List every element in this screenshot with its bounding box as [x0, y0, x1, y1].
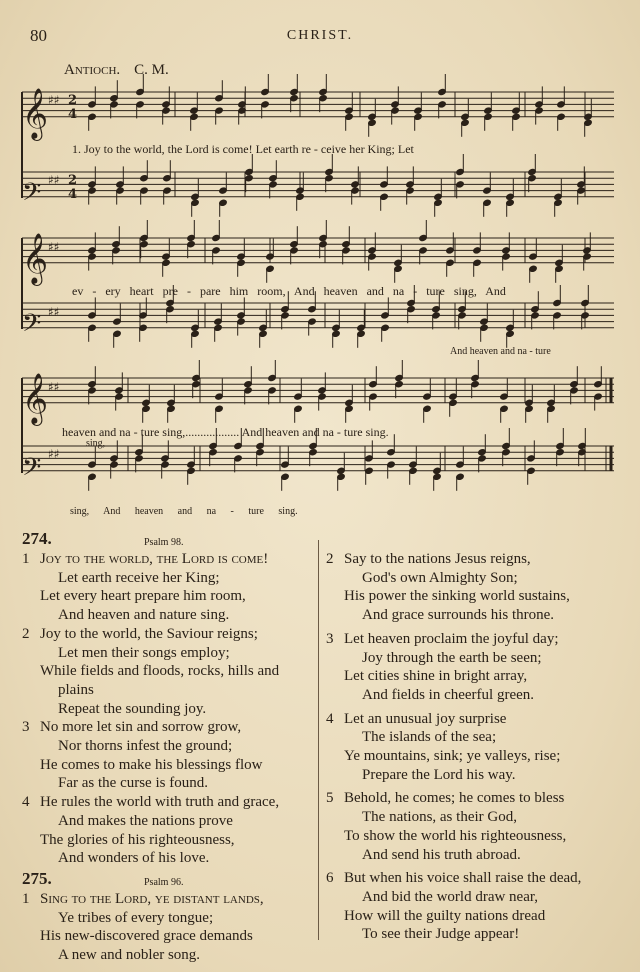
verse-line: Joy through the earth be seen;	[362, 649, 542, 666]
page-number: 80	[30, 26, 47, 45]
verse	[326, 789, 626, 864]
verse-line: Prepare the Lord his way.	[362, 766, 516, 783]
verse-line: Ye tribes of every tongue;	[58, 909, 214, 926]
treble-clef-icon: 𝄞	[22, 233, 49, 284]
verse-line: And fields in cheerful green.	[362, 686, 535, 703]
lyric-system-3-sing: sing,	[86, 438, 106, 449]
lyric-system-2: ev - ery heart pre - pare him room, And heaven and na - ture sing, And	[72, 284, 506, 298]
verse-line: Let heaven proclaim the joyful day;	[344, 630, 559, 647]
verse	[22, 890, 318, 965]
key-signature: ♯♯	[48, 240, 60, 254]
verse-number: 2	[326, 551, 334, 567]
lyric-system-3-lower: sing, And heaven and na - ture sing.	[70, 506, 298, 517]
verse	[326, 550, 626, 625]
tune-meter: C. M.	[134, 62, 169, 78]
hymn-heading	[22, 530, 318, 550]
verse-line: Let earth receive her King;	[58, 569, 220, 586]
key-signature: ♯♯	[48, 305, 60, 319]
verse-number: 6	[326, 870, 334, 887]
bass-clef-icon: 𝄢	[22, 178, 42, 213]
key-signature: ♯♯	[48, 447, 60, 461]
verse-line: And heaven and nature sing.	[58, 607, 230, 624]
verse-line: To show the world his righteousness,	[344, 827, 567, 844]
verse-line: And grace surrounds his throne.	[362, 607, 555, 624]
verse	[326, 630, 626, 705]
verse-line: The nations, as their God,	[362, 809, 517, 826]
verse-line: Joy to the world, the Lord is come!	[40, 551, 269, 567]
lyric-system-1: 1. Joy to the world, the Lord is come! Let earth re - ceive her King; Let	[72, 142, 414, 156]
hymn-number: 274.	[22, 529, 52, 548]
verse-number: 4	[326, 710, 334, 727]
hymn-heading	[22, 870, 318, 890]
verse	[22, 625, 318, 719]
verse-line: He rules the world with truth and grace,	[40, 794, 280, 811]
verse-line: While fields and floods, rocks, hills and	[40, 663, 280, 680]
time-signature: 2	[68, 173, 78, 188]
verse-line: No more let sin and sorrow grow,	[40, 719, 242, 736]
verse	[326, 869, 626, 944]
verse-line: And bid the world draw near,	[362, 888, 539, 905]
verse-line: Repeat the sounding joy.	[58, 700, 207, 717]
bass-clef-icon: 𝄢	[22, 309, 42, 344]
verse-line: Let every heart prepare him room,	[40, 588, 246, 605]
key-signature: ♯♯	[48, 93, 60, 107]
key-signature: ♯♯	[48, 380, 60, 394]
verse-line: Let an unusual joy surprise	[344, 710, 507, 727]
verse	[22, 793, 318, 868]
verse-line: His new-discovered grace demands	[40, 928, 253, 945]
verse-line: Let men their songs employ;	[58, 644, 230, 661]
verse	[22, 550, 318, 625]
verse-line: Far as the curse is found.	[58, 775, 208, 792]
verse-line: plains	[58, 681, 94, 698]
verse-line: The glories of his righteousness,	[40, 831, 235, 848]
column-divider	[318, 540, 319, 940]
verse	[326, 710, 626, 785]
verse-line: Joy to the world, the Saviour reigns;	[40, 625, 258, 642]
verse-line: Behold, he comes; he comes to bless	[344, 790, 565, 807]
verse-line: And send his truth abroad.	[362, 846, 521, 863]
time-signature: 2	[68, 93, 78, 108]
verse-line: God's own Almighty Son;	[362, 569, 518, 586]
verse-line: But when his voice shall raise the dead,	[344, 870, 582, 887]
verse-number: 1	[22, 890, 30, 907]
tune-name: Antioch.	[64, 62, 121, 78]
treble-clef-icon: 𝄞	[22, 88, 49, 139]
verse-line: Say to the nations Jesus reigns,	[344, 551, 531, 567]
verse-line: His power the sinking world sustains,	[344, 588, 570, 605]
verse-number: 3	[22, 719, 30, 736]
verse-number: 5	[326, 790, 334, 807]
verse-line: A new and nobler song.	[58, 947, 201, 964]
verse-number: 4	[22, 794, 30, 811]
verse-line: The islands of the sea;	[362, 729, 497, 746]
treble-clef-icon: 𝄞	[22, 373, 49, 424]
hymn-number: 275.	[22, 868, 52, 888]
time-signature: 4	[68, 107, 78, 122]
verse-line: And wonders of his love.	[58, 850, 210, 867]
verse-line: Nor thorns infest the ground;	[58, 738, 233, 755]
verse-line: Ye mountains, sink; ye valleys, rise;	[344, 748, 561, 765]
left-column	[22, 530, 318, 965]
psalm-reference: Psalm 98.	[144, 537, 184, 548]
verse	[22, 718, 318, 793]
verse-line: He comes to make his blessings flow	[40, 756, 263, 773]
verse-number: 3	[326, 630, 334, 647]
key-signature: ♯♯	[48, 173, 60, 187]
psalm-reference: Psalm 96.	[144, 876, 184, 888]
time-signature: 4	[68, 187, 78, 202]
right-column	[326, 550, 626, 944]
bass-clef-icon: 𝄢	[22, 453, 42, 488]
verse-line: And makes the nations prove	[58, 812, 233, 829]
verse-number: 2	[22, 625, 30, 642]
verse-number: 1	[22, 551, 30, 567]
verse-line: How will the guilty nations dread	[344, 907, 546, 924]
verse-line: Sing to the Lord, ye distant lands,	[40, 890, 264, 907]
verse-line: Let cities shine in bright array,	[344, 668, 528, 685]
lyric-system-2-lower: And heaven and na - ture	[450, 346, 551, 357]
lyric-system-3: heaven and na - ture sing,.................. And heaven and na - ture sing.	[62, 425, 389, 439]
running-title: CHRIST.	[286, 28, 354, 43]
verse-line: To see their Judge appear!	[362, 926, 520, 943]
